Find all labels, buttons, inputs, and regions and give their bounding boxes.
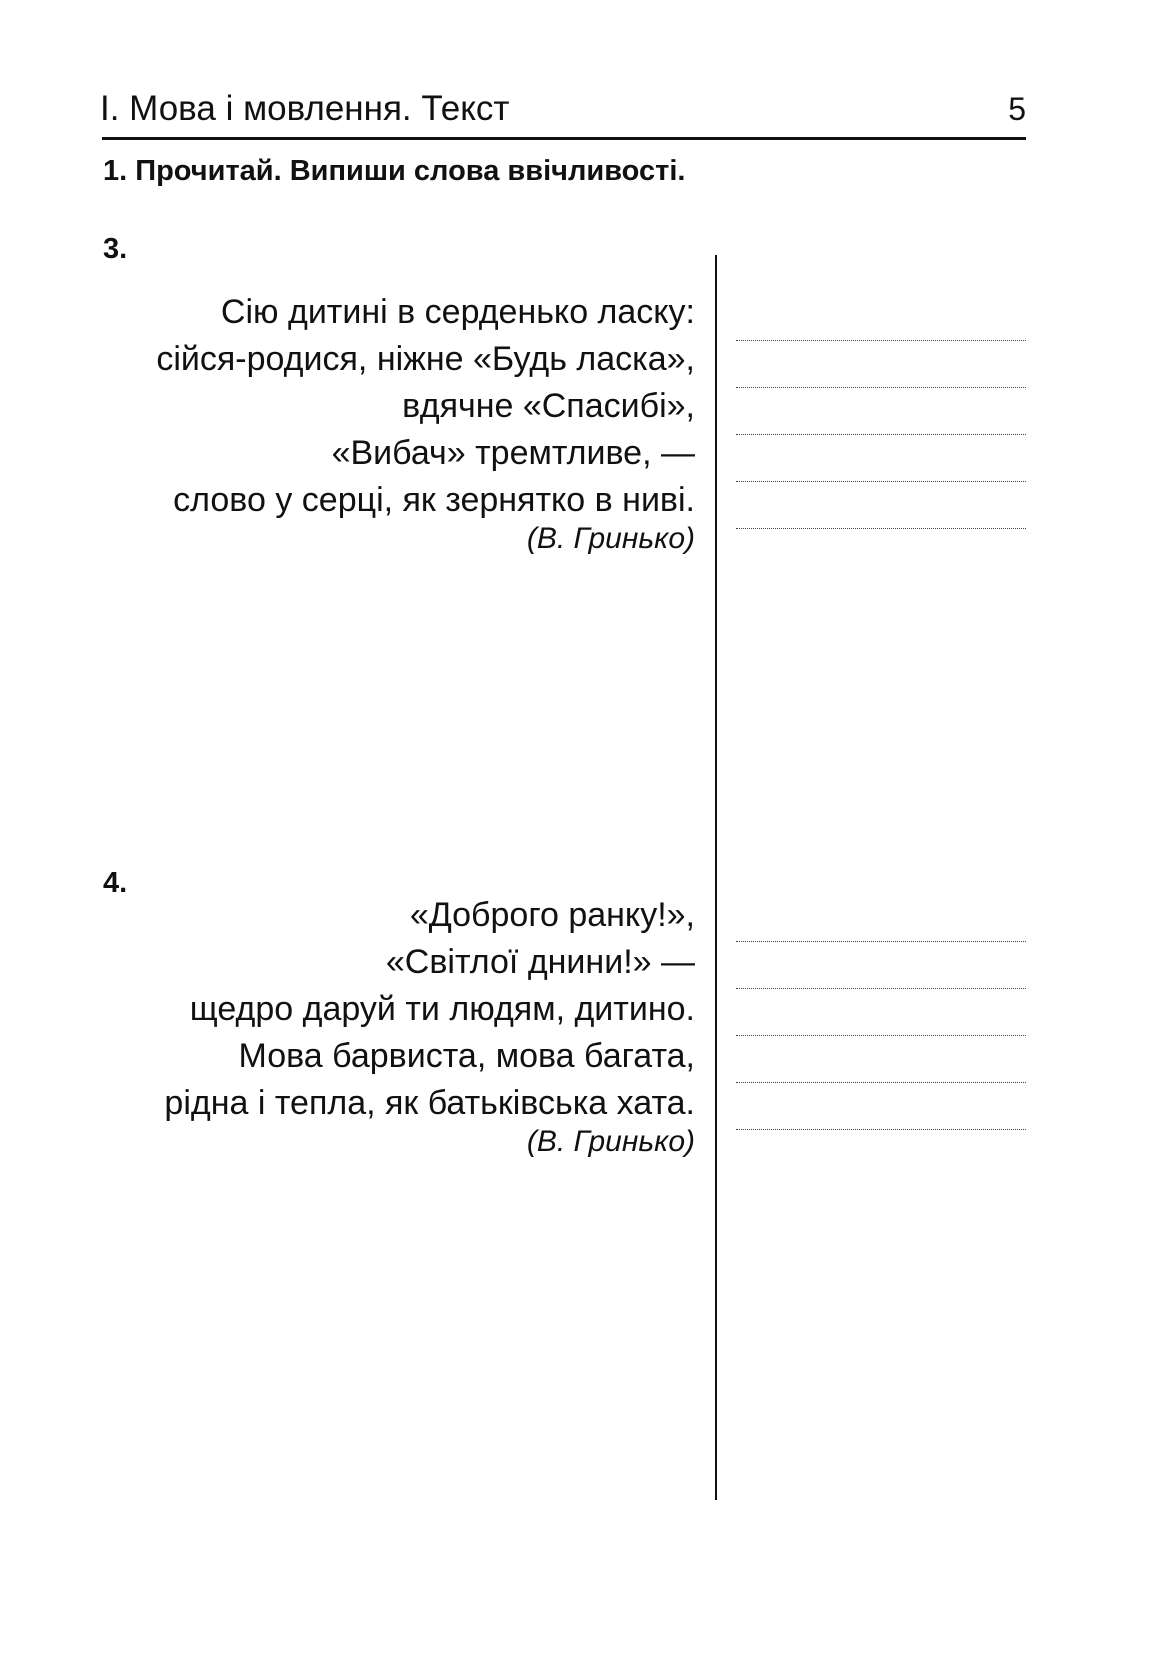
exercise-4-poem bbox=[75, 892, 695, 1161]
section-title: I. Мова і мовлення. Текст bbox=[100, 89, 510, 128]
page-header bbox=[100, 88, 1026, 138]
poem-line: Мова барвиста, мова багата, bbox=[238, 1037, 695, 1075]
poem-line: сійся-родися, ніжне «Будь ласка», bbox=[156, 340, 695, 378]
poem-line: слово у серці, як зернятко в ниві. bbox=[173, 481, 695, 519]
header-rule bbox=[102, 137, 1026, 140]
exercise-3-poem bbox=[75, 289, 695, 558]
exercise-4-number: 4. bbox=[103, 867, 128, 899]
answer-line bbox=[736, 388, 1026, 435]
poem-line: вдячне «Спасибі», bbox=[402, 387, 695, 425]
answer-line bbox=[736, 942, 1026, 989]
poem-author: (В. Гринько) bbox=[526, 1125, 695, 1158]
exercise-3-answer-lines bbox=[736, 294, 1026, 529]
poem-line: рідна і тепла, як батьківська хата. bbox=[164, 1084, 695, 1122]
poem-line: щедро даруй ти людям, дитино. bbox=[189, 990, 695, 1028]
answer-line bbox=[736, 989, 1026, 1036]
column-divider bbox=[715, 255, 717, 1500]
exercise-3-number: 3. bbox=[103, 233, 128, 265]
poem-author: (В. Гринько) bbox=[526, 522, 695, 555]
exercise-4-answer-lines bbox=[736, 895, 1026, 1130]
answer-line bbox=[736, 341, 1026, 388]
poem-line: «Доброго ранку!», bbox=[409, 896, 695, 934]
answer-line bbox=[736, 294, 1026, 341]
answer-line bbox=[736, 895, 1026, 942]
poem-line: «Вибач» тремтливе, — bbox=[331, 434, 695, 472]
answer-line bbox=[736, 1036, 1026, 1083]
poem-line: «Світлої днини!» — bbox=[385, 943, 695, 981]
answer-line bbox=[736, 435, 1026, 482]
page-number: 5 bbox=[1008, 91, 1026, 127]
poem-line: Сію дитині в серденько ласку: bbox=[220, 293, 695, 331]
task-title: 1. Прочитай. Випиши слова ввічливості. bbox=[103, 155, 686, 187]
answer-line bbox=[736, 482, 1026, 529]
answer-line bbox=[736, 1083, 1026, 1130]
